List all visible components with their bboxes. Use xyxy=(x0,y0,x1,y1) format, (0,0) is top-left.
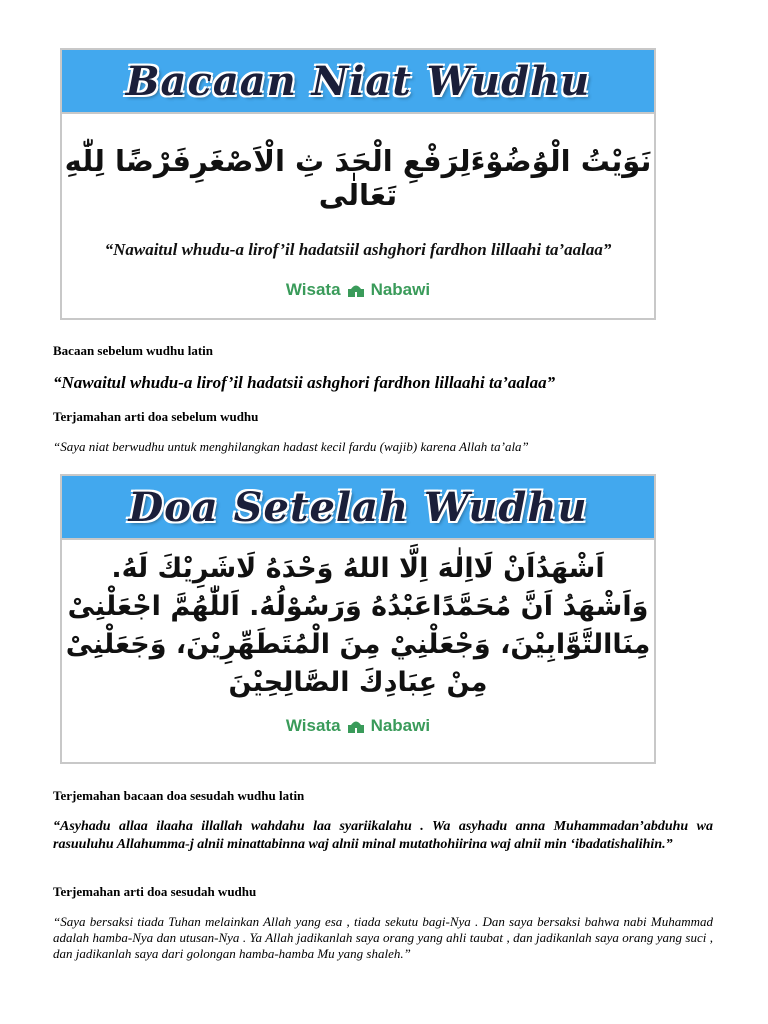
brand-right-text: Nabawi xyxy=(370,716,431,735)
brand-left-text: Wisata xyxy=(285,716,341,735)
section2-quote: “Saya niat berwudhu untuk menghilangkan hadast kecil fardu (wajib) karena Allah ta’ala” xyxy=(53,439,529,454)
section3-label: Terjemahan bacaan doa sesudah wudhu latin xyxy=(53,788,305,803)
doa-arabic-line: مِنَاالتَّوَّابِيْنَ، وَجْعَلْنِيْ مِنَ الْمُتَطَهِّرِيْنَ، وَجَعَلْنِىْ xyxy=(65,629,651,660)
section1-label: Bacaan sebelum wudhu latin xyxy=(53,343,214,358)
doa-arabic-line: اَشْهَدُاَنْ لَااِلٰهَ اِلَّا اللهُ وَحْدَهُ لَاشَرِيْكَ لَهُ. xyxy=(111,553,605,584)
section4-quote: “Saya bersaksi tiada Tuhan melainkan Allah yang esa , tiada sekutu bagi-Nya . Dan saya bersaksi bahwa nabi Muhammad adalah hamba-Nya dan utusan-Nya . Ya Allah jadikanlah saya orang yang ahli taubat , dan jadikanlah saya orang yang suci , dan jadikanlah saya dari golongan hamba-hamba Mu yang shaleh.” xyxy=(53,914,713,961)
section4-label: Terjemahan arti doa sesudah wudhu xyxy=(53,884,257,899)
niat-arabic-text: نَوَيْتُ الْوُضُوْءَلِرَفْعِ الْحَدَ ثِ الْاَصْغَرِفَرْضًا لِلّٰهِ تَعَالٰى xyxy=(64,144,652,212)
section1-quote: “Nawaitul whudu-a lirof’il hadatsii ashghori fardhon lillaahi ta’aalaa” xyxy=(53,373,556,392)
section2-label: Terjamahan arti doa sebelum wudhu xyxy=(53,409,259,424)
niat-wudhu-card-header xyxy=(62,50,654,114)
brand-logo xyxy=(62,716,654,736)
mosque-icon xyxy=(347,282,365,298)
doa-setelah-card-header xyxy=(62,476,654,540)
doa-arabic-block xyxy=(62,550,654,702)
niat-latin-text: “Nawaitul whudu-a lirof’il hadatsiil ashghori fardhon lillaahi ta’aalaa” xyxy=(104,240,612,259)
doa-setelah-title: Doa Setelah Wudhu xyxy=(128,483,588,531)
doa-arabic-line: وَاَشْهَدُ اَنَّ مُحَمَّدًاعَبْدُهُ وَرَسُوْلُهُ. اَللّٰهُمَّ اجْعَلْنِىْ xyxy=(67,591,649,622)
brand-right-text: Nabawi xyxy=(370,280,431,299)
doa-arabic-line: مِنْ عِبَادِكَ الصَّالِحِيْنَ xyxy=(228,667,488,698)
brand-left-text: Wisata xyxy=(285,280,341,299)
section3-quote: “Asyhadu allaa ilaaha illallah wahdahu laa syariikalahu . Wa asyhadu anna Muhammadan’abduhu wa rasuuluhu Allahumma-j alnii minattabinna waj alnii minal mutathohiirina waj alnii min ‘ibadatishalihin.” xyxy=(53,819,713,852)
doa-setelah-wudhu-card xyxy=(60,474,656,764)
niat-wudhu-card xyxy=(60,48,656,320)
mosque-icon xyxy=(347,718,365,734)
brand-logo xyxy=(62,280,654,300)
niat-wudhu-title: Bacaan Niat Wudhu xyxy=(125,57,591,105)
